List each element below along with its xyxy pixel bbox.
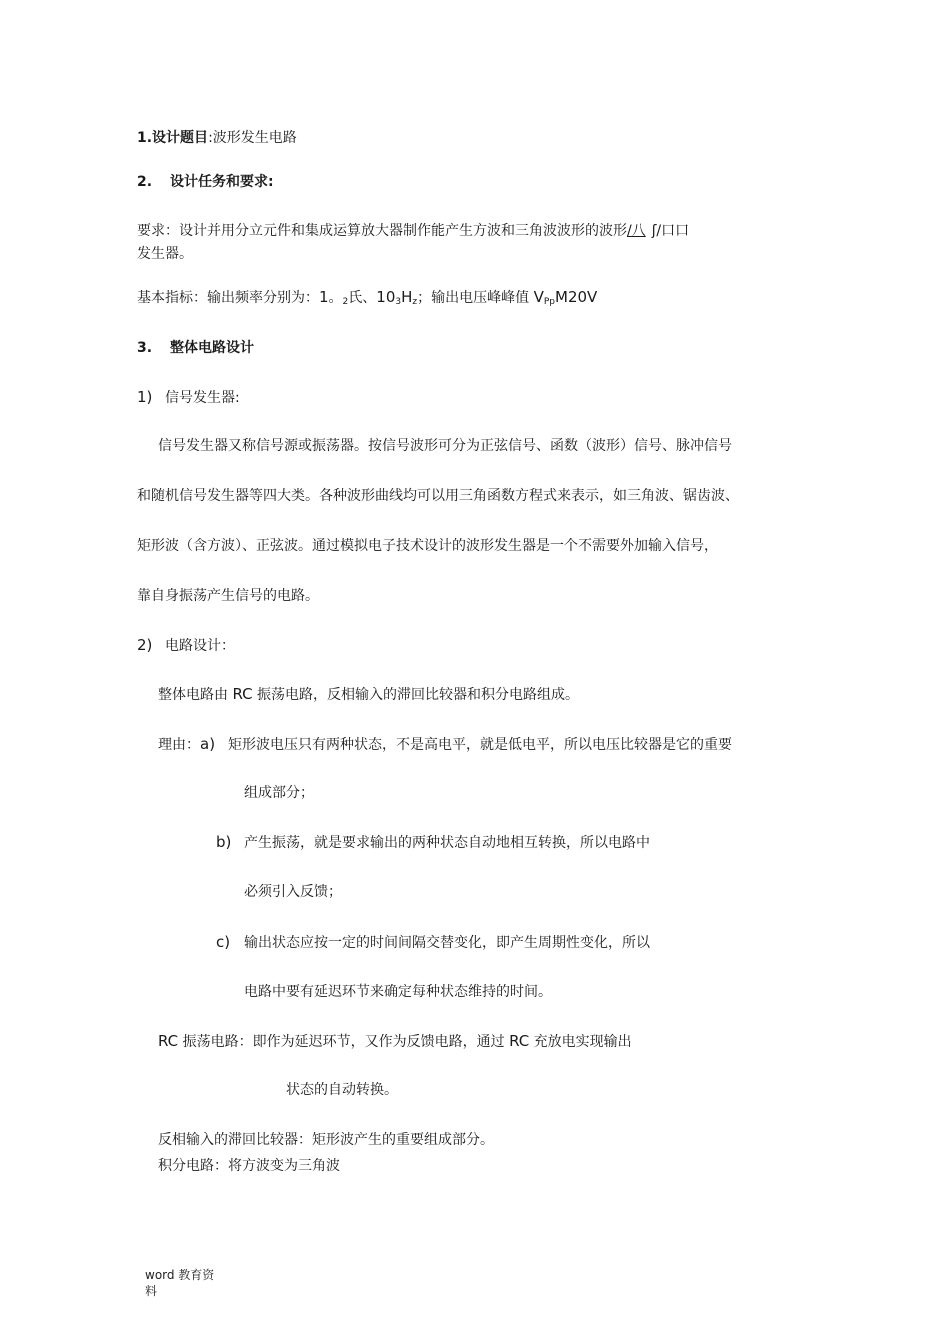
subsection-1-heading <box>137 388 240 407</box>
indicator-unit-1: 氏、 <box>348 290 377 306</box>
rc-c: RC <box>509 1032 530 1050</box>
reason-c-text-1: 输出状态应按一定的时间间隔交替变化，即产生周期性变化，所以 <box>244 935 650 951</box>
para1-line-4-text: 靠自身振荡产生信号的电路。 <box>137 588 319 604</box>
para1-line-1 <box>158 437 732 455</box>
reason-c-text-2: 电路中要有延迟环节来确定每种状态维持的时间。 <box>244 984 552 1000</box>
requirement-symbol-2: ʃ/口口 <box>651 223 690 239</box>
indicator-sub-2: 3 <box>395 297 402 307</box>
requirement-line-2 <box>137 245 193 263</box>
section-2-title: 设计任务和要求: <box>170 174 274 190</box>
indicator-value-2: 10 <box>376 288 396 306</box>
integrator-text: 积分电路：将方波变为三角波 <box>158 1158 340 1174</box>
rc-b: 振荡电路：即作为延迟环节，又作为反馈电路，通过 <box>178 1034 510 1050</box>
section-2-heading <box>137 173 274 191</box>
integrator-line <box>158 1157 340 1175</box>
para2-intro-b: 振荡电路，反相输入的滞回比较器和积分电路组成。 <box>252 687 580 703</box>
reason-c-label: c) <box>216 933 231 951</box>
rc-d: 充放电实现输出 <box>529 1034 632 1050</box>
para1-line-3 <box>137 537 718 555</box>
para1-line-2-text: 和随机信号发生器等四大类。各种波形曲线均可以用三角函数方程式来表示，如三角波、锯齿波、 <box>137 488 739 504</box>
reason-a-line-2 <box>244 784 314 802</box>
reason-a-line-1 <box>158 735 732 754</box>
reason-a-text-1: 矩形波电压只有两种状态，不是高电平，就是低电平，所以电压比较器是它的重要 <box>228 737 732 753</box>
requirement-text: 要求：设计并用分立元件和集成运算放大器制作能产生方波和三角波波形的波形 <box>137 223 627 239</box>
indicator-value-1: 1 <box>319 288 329 306</box>
section-2-number: 2. <box>137 174 153 190</box>
requirement-symbol: /八 <box>627 223 646 239</box>
indicator-sub-3b: p <box>549 297 555 307</box>
rc-a: RC <box>158 1032 179 1050</box>
reason-label: 理由： <box>158 737 200 753</box>
para1-line-2 <box>137 487 739 505</box>
reason-b-line-2 <box>244 883 342 901</box>
reason-a-text-2: 组成部分； <box>244 785 314 801</box>
para1-line-3-text: 矩形波（含方波）、正弦波。通过模拟电子技术设计的波形发生器是一个不需要外加输入信号， <box>137 538 718 554</box>
reason-c-line-2 <box>244 983 552 1001</box>
requirement-line-2-text: 发生器。 <box>137 246 193 262</box>
reason-a-label: a) <box>200 735 216 753</box>
indicator-sub-2b: z <box>412 297 418 307</box>
page-footer <box>145 1267 214 1299</box>
para2-intro <box>158 685 579 704</box>
section-1-title <box>137 129 297 147</box>
section-1-label: 1.设计题目 <box>137 130 209 146</box>
reason-c-line-1 <box>216 933 650 952</box>
indicator-sub-1: 2 <box>342 297 349 307</box>
section-1-text: 波形发生电路 <box>212 130 297 146</box>
subsection-2-heading <box>137 636 235 655</box>
basic-indicators <box>137 288 597 311</box>
subsection-2-title: 电路设计： <box>165 638 235 654</box>
rc-oscillator-line-1 <box>158 1032 632 1051</box>
comparator-text: 反相输入的滞回比较器：矩形波产生的重要组成部分。 <box>158 1132 494 1148</box>
reason-b-text-1: 产生振荡，就是要求输出的两种状态自动地相互转换，所以电路中 <box>244 835 650 851</box>
indicator-sep-1: 。 <box>328 290 343 306</box>
rc-line-2-text: 状态的自动转换。 <box>286 1082 398 1098</box>
subsection-1-title: 信号发生器: <box>165 390 240 406</box>
section-1-sep: : <box>208 130 213 146</box>
footer-line-1: word 教育资 <box>145 1268 215 1282</box>
section-3-number: 3. <box>137 340 153 356</box>
subsection-2-number: 2) <box>137 636 153 654</box>
para2-intro-rc: RC <box>232 685 253 703</box>
reason-b-line-1 <box>216 833 650 852</box>
para2-intro-a: 整体电路由 <box>158 687 233 703</box>
rc-oscillator-line-2 <box>286 1081 398 1099</box>
subsection-1-number: 1) <box>137 388 153 406</box>
para1-line-1-text: 信号发生器又称信号源或振荡器。按信号波形可分为正弦信号、函数（波形）信号、脉冲信号 <box>158 438 732 454</box>
indicator-sub-3: P <box>543 297 550 307</box>
reason-b-text-2: 必须引入反馈； <box>244 884 342 900</box>
indicator-v-symbol: V <box>533 288 544 306</box>
reason-b-label: b) <box>216 833 232 851</box>
comparator-line <box>158 1131 494 1149</box>
requirement-line-1 <box>137 222 689 240</box>
indicator-unit-2: H <box>401 288 413 306</box>
section-3-heading <box>137 339 254 357</box>
indicator-value-3: M20V <box>555 288 598 306</box>
footer-line-2: 料 <box>145 1284 158 1298</box>
para1-line-4 <box>137 587 319 605</box>
indicators-mid: ；输出电压峰峰值 <box>417 290 534 306</box>
section-3-title: 整体电路设计 <box>170 340 254 356</box>
indicators-prefix: 基本指标：输出频率分别为： <box>137 290 319 306</box>
